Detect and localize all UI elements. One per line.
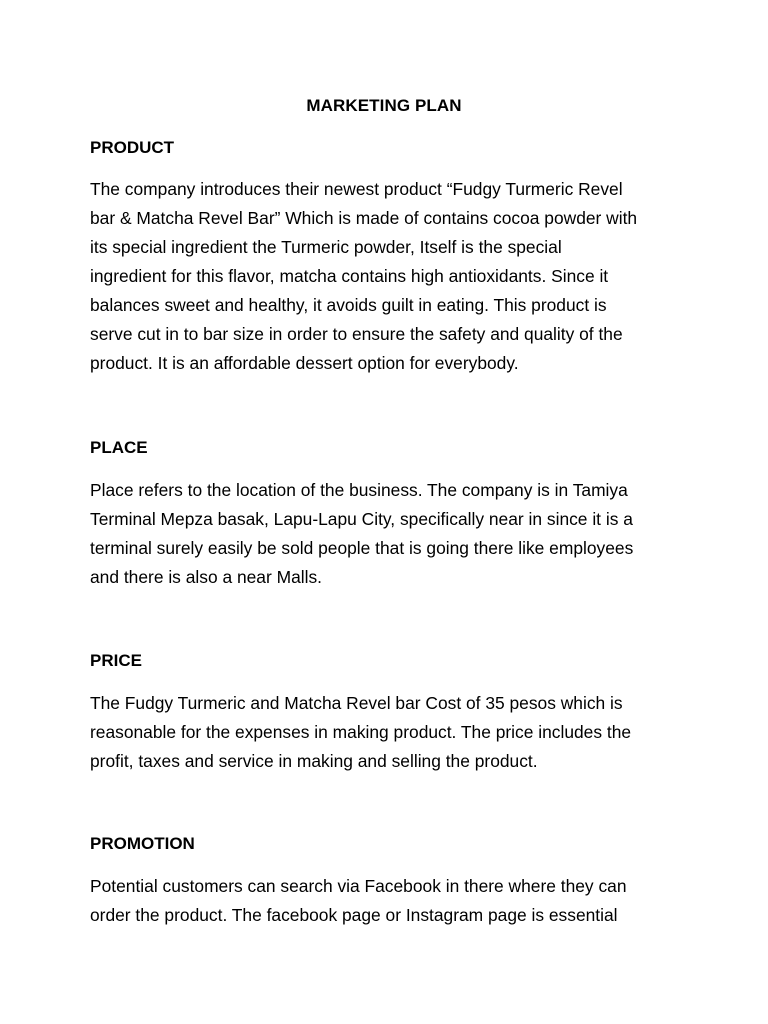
section-body-price (90, 689, 690, 776)
section-heading-place: PLACE (90, 438, 148, 457)
paragraph-line: The company introduces their newest product “Fudgy Turmeric Revel (90, 179, 623, 199)
paragraph-line: Place refers to the location of the business. The company is in Tamiya (90, 480, 628, 500)
paragraph-line: and there is also a near Malls. (90, 567, 322, 587)
paragraph-line: balances sweet and healthy, it avoids guilt in eating. This product is (90, 295, 607, 315)
paragraph-line: reasonable for the expenses in making product. The price includes the (90, 722, 632, 742)
section-heading-product: PRODUCT (90, 138, 175, 157)
section-heading-price: PRICE (90, 651, 142, 670)
paragraph-line: Potential customers can search via Facebook in there where they can (90, 876, 627, 896)
paragraph-line: serve cut in to bar size in order to ensure the safety and quality of the (90, 324, 623, 344)
paragraph-line: ingredient for this flavor, matcha contains high antioxidants. Since it (90, 266, 609, 286)
paragraph-line: bar & Matcha Revel Bar” Which is made of contains cocoa powder with (90, 208, 638, 228)
section-heading-promotion: PROMOTION (90, 834, 195, 853)
section-body-product (90, 175, 690, 378)
section-body-promotion (90, 872, 690, 930)
paragraph-line: Terminal Mepza basak, Lapu-Lapu City, specifically near in since it is a (90, 509, 633, 529)
paragraph-line: terminal surely easily be sold people that is going there like employees (90, 538, 634, 558)
paragraph-line: The Fudgy Turmeric and Matcha Revel bar Cost of 35 pesos which is (90, 693, 623, 713)
page-title: MARKETING PLAN (306, 96, 462, 115)
paragraph-line: its special ingredient the Turmeric powder, Itself is the special (90, 237, 562, 257)
paragraph-line: profit, taxes and service in making and selling the product. (90, 751, 538, 771)
paragraph-line: order the product. The facebook page or Instagram page is essential (90, 905, 618, 925)
section-body-place (90, 476, 690, 592)
paragraph-line: product. It is an affordable dessert option for everybody. (90, 353, 519, 373)
